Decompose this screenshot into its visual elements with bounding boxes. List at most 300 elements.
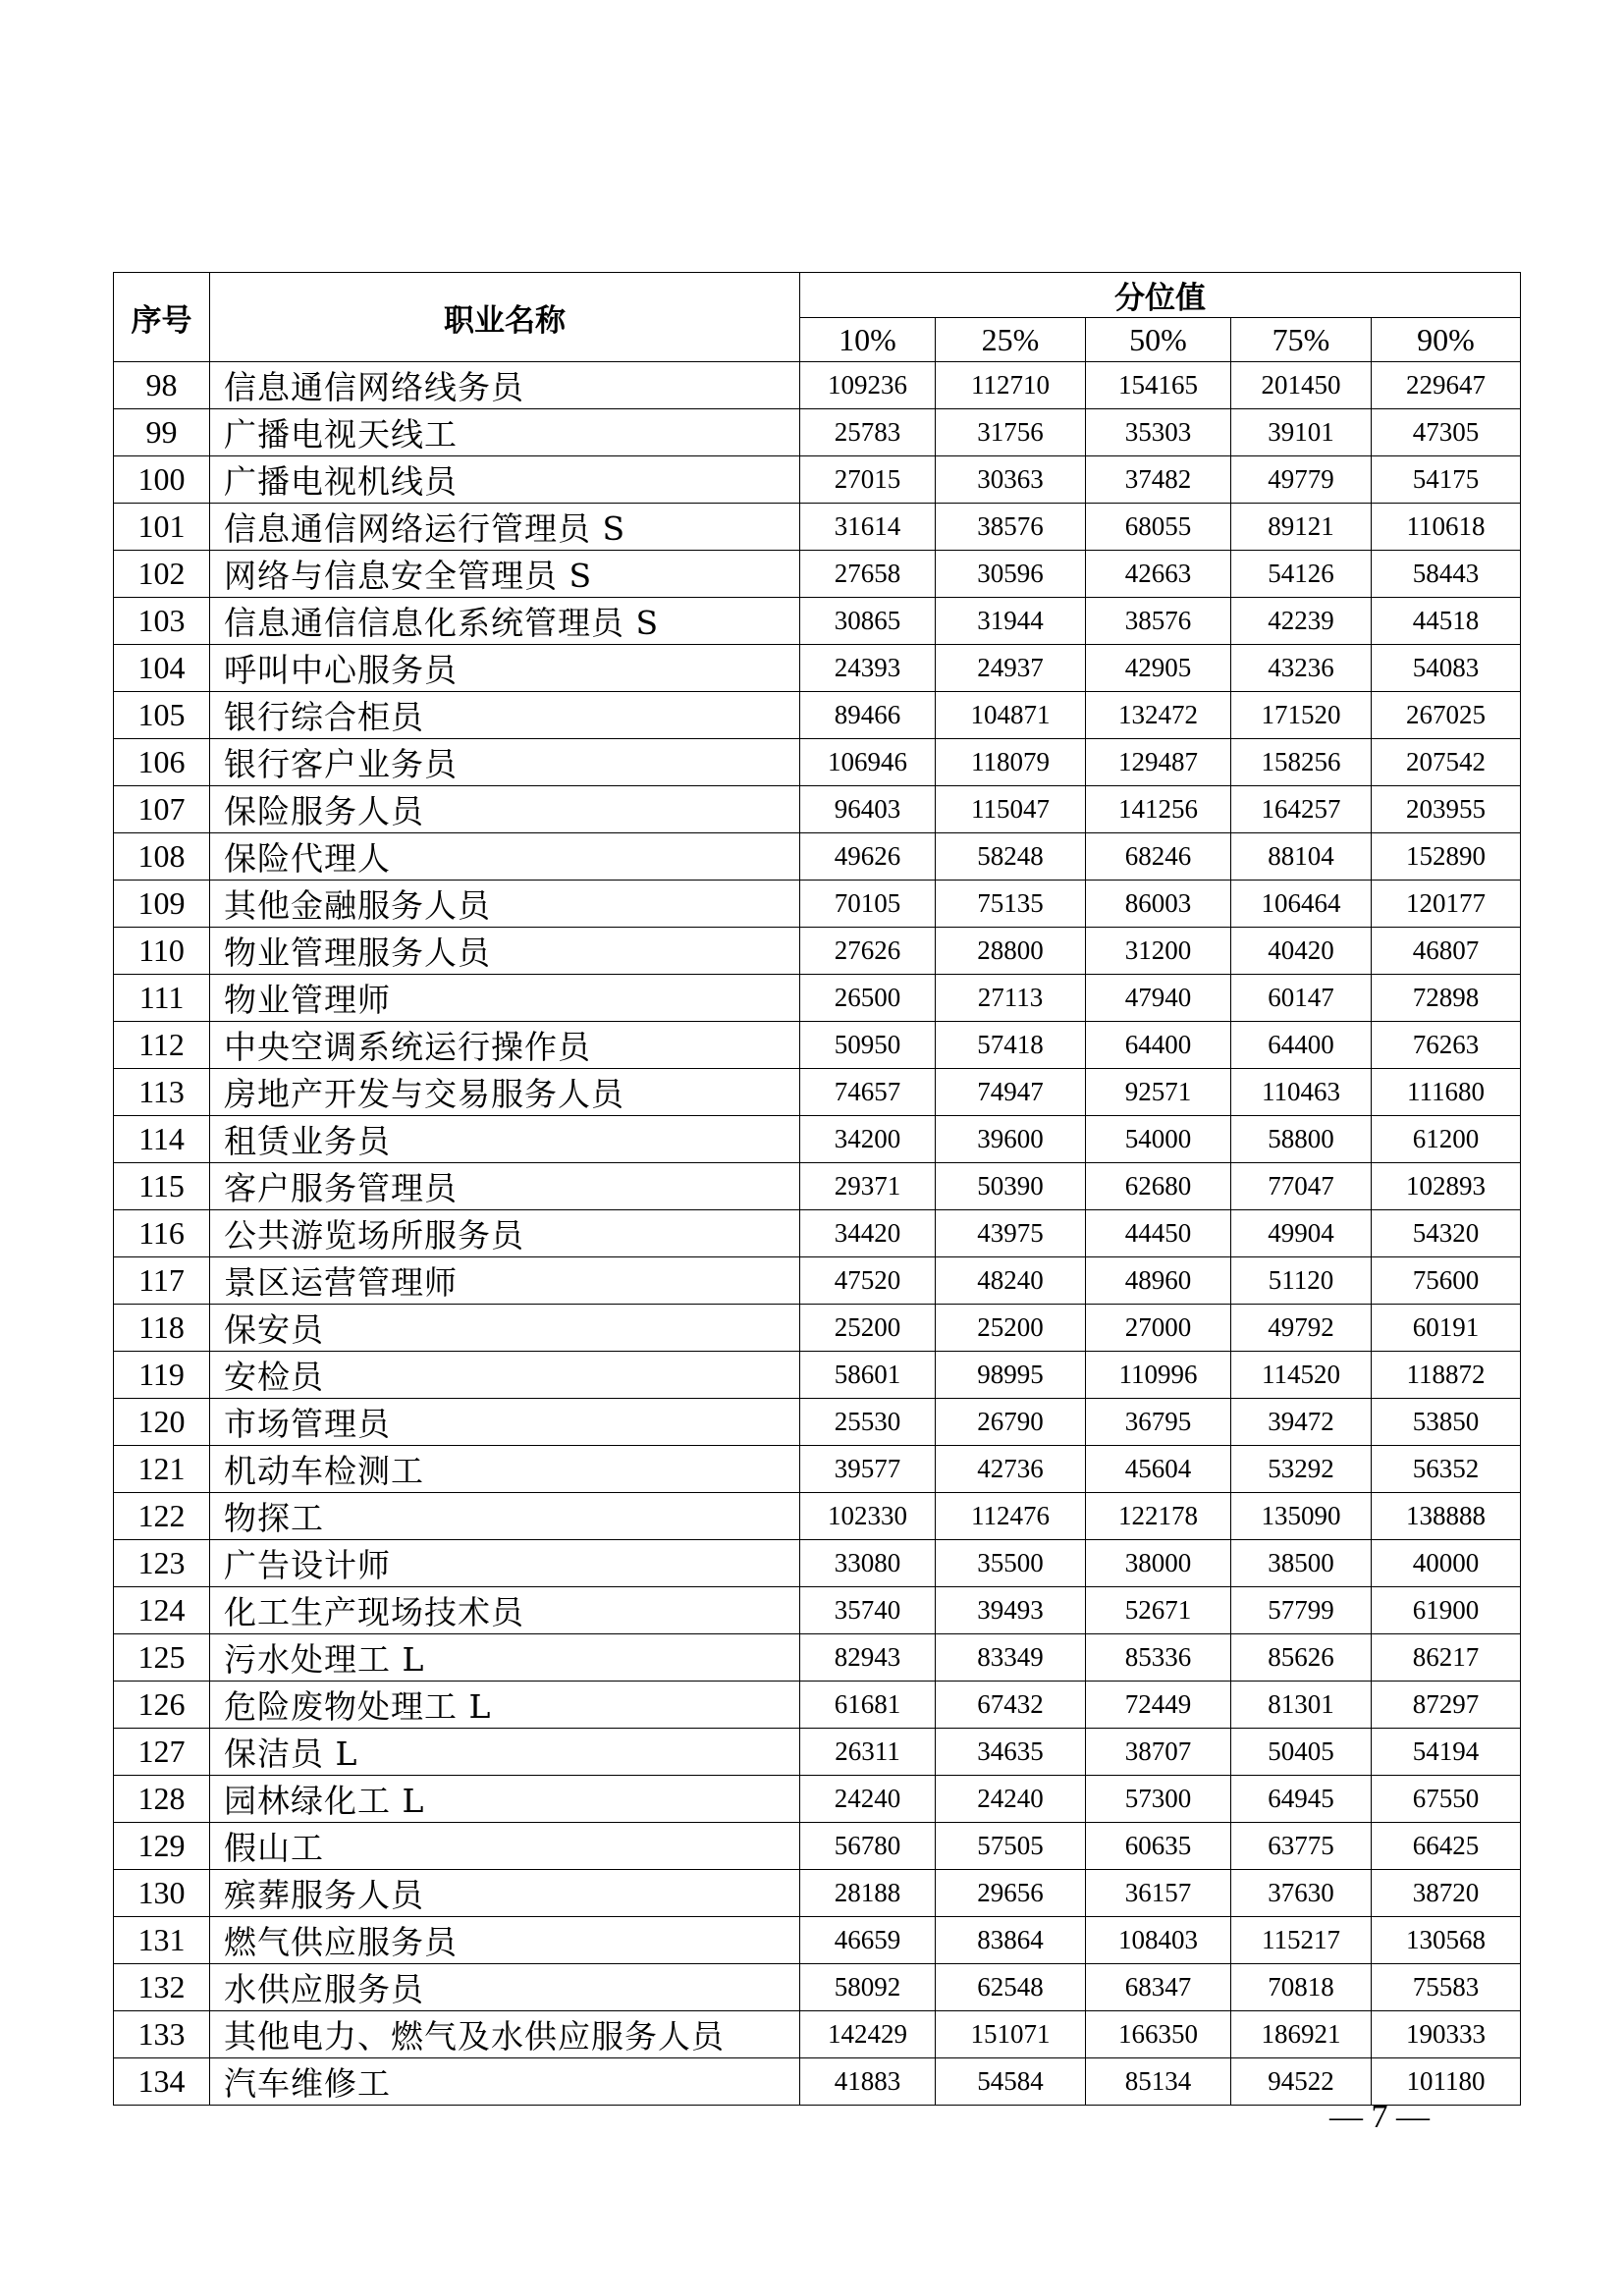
table-row: [114, 1399, 1521, 1446]
cell-p50: 92571: [1086, 1069, 1231, 1116]
cell-p50: 52671: [1086, 1587, 1231, 1634]
cell-p10: 26500: [800, 975, 936, 1022]
cell-p25: 35500: [936, 1540, 1086, 1587]
cell-p50: 38576: [1086, 598, 1231, 645]
cell-p50: 85134: [1086, 2058, 1231, 2106]
cell-p10: 82943: [800, 1634, 936, 1682]
wage-percentile-table-container: [113, 272, 1520, 2106]
cell-occupation-name: 假山工: [210, 1823, 800, 1870]
cell-seq: 134: [114, 2058, 210, 2106]
cell-p75: 186921: [1231, 2011, 1372, 2058]
cell-p25: 24240: [936, 1776, 1086, 1823]
cell-p25: 25200: [936, 1305, 1086, 1352]
cell-p10: 46659: [800, 1917, 936, 1964]
cell-p25: 98995: [936, 1352, 1086, 1399]
cell-p10: 30865: [800, 598, 936, 645]
cell-p10: 74657: [800, 1069, 936, 1116]
cell-seq: 98: [114, 362, 210, 409]
cell-p10: 89466: [800, 692, 936, 739]
cell-p10: 58601: [800, 1352, 936, 1399]
cell-p25: 42736: [936, 1446, 1086, 1493]
cell-occupation-name: 殡葬服务人员: [210, 1870, 800, 1917]
cell-p25: 26790: [936, 1399, 1086, 1446]
cell-p90: 190333: [1372, 2011, 1521, 2058]
cell-p75: 94522: [1231, 2058, 1372, 2106]
cell-p90: 60191: [1372, 1305, 1521, 1352]
cell-p50: 37482: [1086, 456, 1231, 504]
cell-seq: 119: [114, 1352, 210, 1399]
cell-p50: 86003: [1086, 881, 1231, 928]
cell-p25: 31944: [936, 598, 1086, 645]
cell-occupation-name: 汽车维修工: [210, 2058, 800, 2106]
cell-p50: 62680: [1086, 1163, 1231, 1210]
table-header: [114, 273, 1521, 362]
cell-p75: 38500: [1231, 1540, 1372, 1587]
cell-seq: 130: [114, 1870, 210, 1917]
cell-occupation-name: 其他金融服务人员: [210, 881, 800, 928]
cell-p75: 49792: [1231, 1305, 1372, 1352]
cell-seq: 107: [114, 786, 210, 833]
cell-p25: 39600: [936, 1116, 1086, 1163]
cell-p90: 56352: [1372, 1446, 1521, 1493]
cell-p10: 24240: [800, 1776, 936, 1823]
cell-seq: 100: [114, 456, 210, 504]
cell-seq: 131: [114, 1917, 210, 1964]
cell-seq: 115: [114, 1163, 210, 1210]
cell-p50: 57300: [1086, 1776, 1231, 1823]
cell-seq: 116: [114, 1210, 210, 1257]
cell-p75: 135090: [1231, 1493, 1372, 1540]
cell-seq: 127: [114, 1729, 210, 1776]
cell-p75: 49779: [1231, 456, 1372, 504]
cell-p50: 68347: [1086, 1964, 1231, 2011]
cell-p75: 39472: [1231, 1399, 1372, 1446]
cell-p25: 57418: [936, 1022, 1086, 1069]
cell-occupation-name: 信息通信信息化系统管理员 S: [210, 598, 800, 645]
cell-seq: 122: [114, 1493, 210, 1540]
cell-p25: 27113: [936, 975, 1086, 1022]
cell-p10: 102330: [800, 1493, 936, 1540]
cell-p10: 61681: [800, 1682, 936, 1729]
cell-p75: 49904: [1231, 1210, 1372, 1257]
cell-p25: 112476: [936, 1493, 1086, 1540]
cell-occupation-name: 保险代理人: [210, 833, 800, 881]
cell-p75: 158256: [1231, 739, 1372, 786]
cell-p25: 50390: [936, 1163, 1086, 1210]
cell-p25: 30596: [936, 551, 1086, 598]
cell-p75: 51120: [1231, 1257, 1372, 1305]
cell-p50: 44450: [1086, 1210, 1231, 1257]
cell-p50: 35303: [1086, 409, 1231, 456]
cell-occupation-name: 园林绿化工 L: [210, 1776, 800, 1823]
cell-occupation-name: 保洁员 L: [210, 1729, 800, 1776]
cell-seq: 121: [114, 1446, 210, 1493]
table-row: [114, 975, 1521, 1022]
table-row: [114, 409, 1521, 456]
cell-occupation-name: 广播电视天线工: [210, 409, 800, 456]
cell-p90: 47305: [1372, 409, 1521, 456]
cell-p90: 61200: [1372, 1116, 1521, 1163]
cell-occupation-name: 银行综合柜员: [210, 692, 800, 739]
cell-p10: 25200: [800, 1305, 936, 1352]
cell-p90: 118872: [1372, 1352, 1521, 1399]
cell-p50: 36157: [1086, 1870, 1231, 1917]
table-row: [114, 1210, 1521, 1257]
cell-p75: 40420: [1231, 928, 1372, 975]
cell-p90: 120177: [1372, 881, 1521, 928]
cell-p90: 53850: [1372, 1399, 1521, 1446]
cell-p25: 57505: [936, 1823, 1086, 1870]
cell-p75: 114520: [1231, 1352, 1372, 1399]
cell-p75: 43236: [1231, 645, 1372, 692]
cell-p25: 48240: [936, 1257, 1086, 1305]
table-row: [114, 1682, 1521, 1729]
table-row: [114, 928, 1521, 975]
cell-seq: 110: [114, 928, 210, 975]
table-row: [114, 1069, 1521, 1116]
header-p25: 25%: [936, 318, 1086, 362]
cell-p90: 40000: [1372, 1540, 1521, 1587]
cell-p90: 66425: [1372, 1823, 1521, 1870]
cell-p25: 24937: [936, 645, 1086, 692]
cell-p10: 47520: [800, 1257, 936, 1305]
table-row: [114, 692, 1521, 739]
cell-seq: 99: [114, 409, 210, 456]
cell-p90: 111680: [1372, 1069, 1521, 1116]
cell-p90: 46807: [1372, 928, 1521, 975]
header-p50: 50%: [1086, 318, 1231, 362]
cell-p25: 83349: [936, 1634, 1086, 1682]
cell-p50: 31200: [1086, 928, 1231, 975]
table-row: [114, 739, 1521, 786]
cell-p25: 118079: [936, 739, 1086, 786]
cell-p25: 151071: [936, 2011, 1086, 2058]
cell-occupation-name: 银行客户业务员: [210, 739, 800, 786]
cell-p50: 122178: [1086, 1493, 1231, 1540]
cell-p50: 108403: [1086, 1917, 1231, 1964]
cell-p25: 54584: [936, 2058, 1086, 2106]
cell-p90: 54194: [1372, 1729, 1521, 1776]
cell-p75: 106464: [1231, 881, 1372, 928]
cell-seq: 126: [114, 1682, 210, 1729]
cell-p75: 42239: [1231, 598, 1372, 645]
cell-p10: 34420: [800, 1210, 936, 1257]
cell-p90: 44518: [1372, 598, 1521, 645]
cell-p75: 110463: [1231, 1069, 1372, 1116]
cell-p50: 154165: [1086, 362, 1231, 409]
cell-p90: 72898: [1372, 975, 1521, 1022]
cell-occupation-name: 客户服务管理员: [210, 1163, 800, 1210]
header-row-1: [114, 273, 1521, 318]
cell-p75: 39101: [1231, 409, 1372, 456]
cell-p75: 89121: [1231, 504, 1372, 551]
cell-p90: 138888: [1372, 1493, 1521, 1540]
cell-p90: 61900: [1372, 1587, 1521, 1634]
table-row: [114, 1022, 1521, 1069]
cell-seq: 104: [114, 645, 210, 692]
table-row: [114, 1917, 1521, 1964]
cell-p90: 101180: [1372, 2058, 1521, 2106]
cell-occupation-name: 燃气供应服务员: [210, 1917, 800, 1964]
cell-p75: 70818: [1231, 1964, 1372, 2011]
table-row: [114, 551, 1521, 598]
cell-p90: 267025: [1372, 692, 1521, 739]
cell-seq: 102: [114, 551, 210, 598]
table-row: [114, 1776, 1521, 1823]
cell-p10: 29371: [800, 1163, 936, 1210]
cell-seq: 114: [114, 1116, 210, 1163]
cell-p75: 115217: [1231, 1917, 1372, 1964]
cell-p10: 25530: [800, 1399, 936, 1446]
cell-seq: 133: [114, 2011, 210, 2058]
cell-p90: 102893: [1372, 1163, 1521, 1210]
cell-p75: 64945: [1231, 1776, 1372, 1823]
cell-p90: 130568: [1372, 1917, 1521, 1964]
cell-p90: 76263: [1372, 1022, 1521, 1069]
cell-occupation-name: 物业管理师: [210, 975, 800, 1022]
cell-p10: 34200: [800, 1116, 936, 1163]
cell-p10: 26311: [800, 1729, 936, 1776]
cell-p10: 39577: [800, 1446, 936, 1493]
cell-seq: 105: [114, 692, 210, 739]
table-row: [114, 362, 1521, 409]
cell-seq: 128: [114, 1776, 210, 1823]
cell-occupation-name: 危险废物处理工 L: [210, 1682, 800, 1729]
cell-occupation-name: 房地产开发与交易服务人员: [210, 1069, 800, 1116]
cell-occupation-name: 其他电力、燃气及水供应服务人员: [210, 2011, 800, 2058]
cell-p10: 96403: [800, 786, 936, 833]
cell-p10: 28188: [800, 1870, 936, 1917]
cell-occupation-name: 物业管理服务人员: [210, 928, 800, 975]
table-row: [114, 1116, 1521, 1163]
cell-p90: 86217: [1372, 1634, 1521, 1682]
cell-p10: 27626: [800, 928, 936, 975]
cell-p25: 30363: [936, 456, 1086, 504]
cell-p10: 50950: [800, 1022, 936, 1069]
cell-p25: 112710: [936, 362, 1086, 409]
table-row: [114, 2058, 1521, 2106]
table-row: [114, 645, 1521, 692]
cell-p25: 29656: [936, 1870, 1086, 1917]
cell-p75: 85626: [1231, 1634, 1372, 1682]
cell-p50: 38707: [1086, 1729, 1231, 1776]
cell-seq: 108: [114, 833, 210, 881]
cell-p75: 60147: [1231, 975, 1372, 1022]
wage-percentile-table: [113, 272, 1521, 2106]
cell-p75: 88104: [1231, 833, 1372, 881]
cell-p10: 27015: [800, 456, 936, 504]
table-row: [114, 1587, 1521, 1634]
cell-occupation-name: 水供应服务员: [210, 1964, 800, 2011]
cell-p25: 62548: [936, 1964, 1086, 2011]
cell-p50: 54000: [1086, 1116, 1231, 1163]
cell-p90: 38720: [1372, 1870, 1521, 1917]
cell-p50: 85336: [1086, 1634, 1231, 1682]
table-row: [114, 1446, 1521, 1493]
table-row: [114, 1964, 1521, 2011]
cell-p90: 87297: [1372, 1682, 1521, 1729]
cell-p90: 110618: [1372, 504, 1521, 551]
cell-p10: 31614: [800, 504, 936, 551]
cell-p50: 27000: [1086, 1305, 1231, 1352]
cell-p10: 27658: [800, 551, 936, 598]
header-p75: 75%: [1231, 318, 1372, 362]
table-row: [114, 1163, 1521, 1210]
cell-occupation-name: 广告设计师: [210, 1540, 800, 1587]
table-row: [114, 456, 1521, 504]
cell-p90: 54320: [1372, 1210, 1521, 1257]
table-row: [114, 1540, 1521, 1587]
cell-occupation-name: 污水处理工 L: [210, 1634, 800, 1682]
cell-seq: 109: [114, 881, 210, 928]
cell-seq: 129: [114, 1823, 210, 1870]
cell-occupation-name: 安检员: [210, 1352, 800, 1399]
cell-p75: 81301: [1231, 1682, 1372, 1729]
cell-p50: 47940: [1086, 975, 1231, 1022]
table-row: [114, 833, 1521, 881]
table-row: [114, 504, 1521, 551]
cell-p25: 104871: [936, 692, 1086, 739]
header-seq: 序号: [114, 273, 210, 362]
cell-p10: 49626: [800, 833, 936, 881]
cell-p25: 58248: [936, 833, 1086, 881]
cell-p50: 166350: [1086, 2011, 1231, 2058]
table-row: [114, 1352, 1521, 1399]
cell-p50: 110996: [1086, 1352, 1231, 1399]
table-row: [114, 1257, 1521, 1305]
cell-p75: 164257: [1231, 786, 1372, 833]
cell-p25: 75135: [936, 881, 1086, 928]
cell-seq: 118: [114, 1305, 210, 1352]
cell-p90: 203955: [1372, 786, 1521, 833]
cell-occupation-name: 景区运营管理师: [210, 1257, 800, 1305]
cell-p50: 42905: [1086, 645, 1231, 692]
table-row: [114, 2011, 1521, 2058]
cell-occupation-name: 租赁业务员: [210, 1116, 800, 1163]
cell-occupation-name: 呼叫中心服务员: [210, 645, 800, 692]
header-p10: 10%: [800, 318, 936, 362]
cell-seq: 113: [114, 1069, 210, 1116]
table-row: [114, 1493, 1521, 1540]
cell-p50: 72449: [1086, 1682, 1231, 1729]
cell-p10: 41883: [800, 2058, 936, 2106]
cell-p75: 53292: [1231, 1446, 1372, 1493]
cell-occupation-name: 广播电视机线员: [210, 456, 800, 504]
cell-p10: 25783: [800, 409, 936, 456]
cell-p50: 36795: [1086, 1399, 1231, 1446]
cell-p75: 58800: [1231, 1116, 1372, 1163]
cell-seq: 117: [114, 1257, 210, 1305]
cell-occupation-name: 信息通信网络线务员: [210, 362, 800, 409]
table-row: [114, 786, 1521, 833]
page-number: — 7 —: [1329, 2099, 1430, 2135]
cell-p25: 83864: [936, 1917, 1086, 1964]
cell-occupation-name: 网络与信息安全管理员 S: [210, 551, 800, 598]
cell-occupation-name: 保安员: [210, 1305, 800, 1352]
cell-occupation-name: 公共游览场所服务员: [210, 1210, 800, 1257]
cell-p75: 57799: [1231, 1587, 1372, 1634]
cell-p10: 33080: [800, 1540, 936, 1587]
cell-p25: 115047: [936, 786, 1086, 833]
table-row: [114, 1634, 1521, 1682]
table-row: [114, 881, 1521, 928]
cell-seq: 101: [114, 504, 210, 551]
cell-p10: 109236: [800, 362, 936, 409]
cell-seq: 124: [114, 1587, 210, 1634]
cell-p90: 75583: [1372, 1964, 1521, 2011]
cell-seq: 132: [114, 1964, 210, 2011]
table-row: [114, 1305, 1521, 1352]
cell-p25: 74947: [936, 1069, 1086, 1116]
cell-p50: 42663: [1086, 551, 1231, 598]
cell-p50: 129487: [1086, 739, 1231, 786]
cell-p25: 39493: [936, 1587, 1086, 1634]
cell-p50: 132472: [1086, 692, 1231, 739]
cell-p50: 60635: [1086, 1823, 1231, 1870]
cell-p90: 67550: [1372, 1776, 1521, 1823]
table-row: [114, 1729, 1521, 1776]
cell-p50: 141256: [1086, 786, 1231, 833]
cell-p75: 201450: [1231, 362, 1372, 409]
cell-occupation-name: 机动车检测工: [210, 1446, 800, 1493]
cell-p90: 75600: [1372, 1257, 1521, 1305]
cell-p25: 67432: [936, 1682, 1086, 1729]
cell-p75: 171520: [1231, 692, 1372, 739]
cell-p50: 64400: [1086, 1022, 1231, 1069]
cell-p50: 48960: [1086, 1257, 1231, 1305]
cell-p90: 54175: [1372, 456, 1521, 504]
cell-seq: 123: [114, 1540, 210, 1587]
cell-p50: 68246: [1086, 833, 1231, 881]
cell-occupation-name: 信息通信网络运行管理员 S: [210, 504, 800, 551]
cell-occupation-name: 物探工: [210, 1493, 800, 1540]
table-row: [114, 1823, 1521, 1870]
table-row: [114, 1870, 1521, 1917]
cell-p75: 64400: [1231, 1022, 1372, 1069]
cell-p90: 229647: [1372, 362, 1521, 409]
cell-seq: 120: [114, 1399, 210, 1446]
cell-p90: 58443: [1372, 551, 1521, 598]
cell-p10: 58092: [800, 1964, 936, 2011]
cell-occupation-name: 化工生产现场技术员: [210, 1587, 800, 1634]
table-body: [114, 362, 1521, 2106]
cell-p90: 54083: [1372, 645, 1521, 692]
cell-p75: 50405: [1231, 1729, 1372, 1776]
cell-p75: 37630: [1231, 1870, 1372, 1917]
table-row: [114, 598, 1521, 645]
cell-p50: 68055: [1086, 504, 1231, 551]
cell-seq: 103: [114, 598, 210, 645]
cell-seq: 112: [114, 1022, 210, 1069]
cell-p10: 35740: [800, 1587, 936, 1634]
cell-p90: 152890: [1372, 833, 1521, 881]
cell-p25: 34635: [936, 1729, 1086, 1776]
header-occupation-name: 职业名称: [210, 273, 800, 362]
cell-p10: 70105: [800, 881, 936, 928]
cell-occupation-name: 市场管理员: [210, 1399, 800, 1446]
cell-p25: 38576: [936, 504, 1086, 551]
cell-p50: 38000: [1086, 1540, 1231, 1587]
cell-p75: 63775: [1231, 1823, 1372, 1870]
cell-p90: 207542: [1372, 739, 1521, 786]
cell-seq: 125: [114, 1634, 210, 1682]
cell-p10: 142429: [800, 2011, 936, 2058]
cell-seq: 111: [114, 975, 210, 1022]
cell-p10: 56780: [800, 1823, 936, 1870]
cell-p75: 77047: [1231, 1163, 1372, 1210]
header-p90: 90%: [1372, 318, 1521, 362]
cell-p10: 106946: [800, 739, 936, 786]
